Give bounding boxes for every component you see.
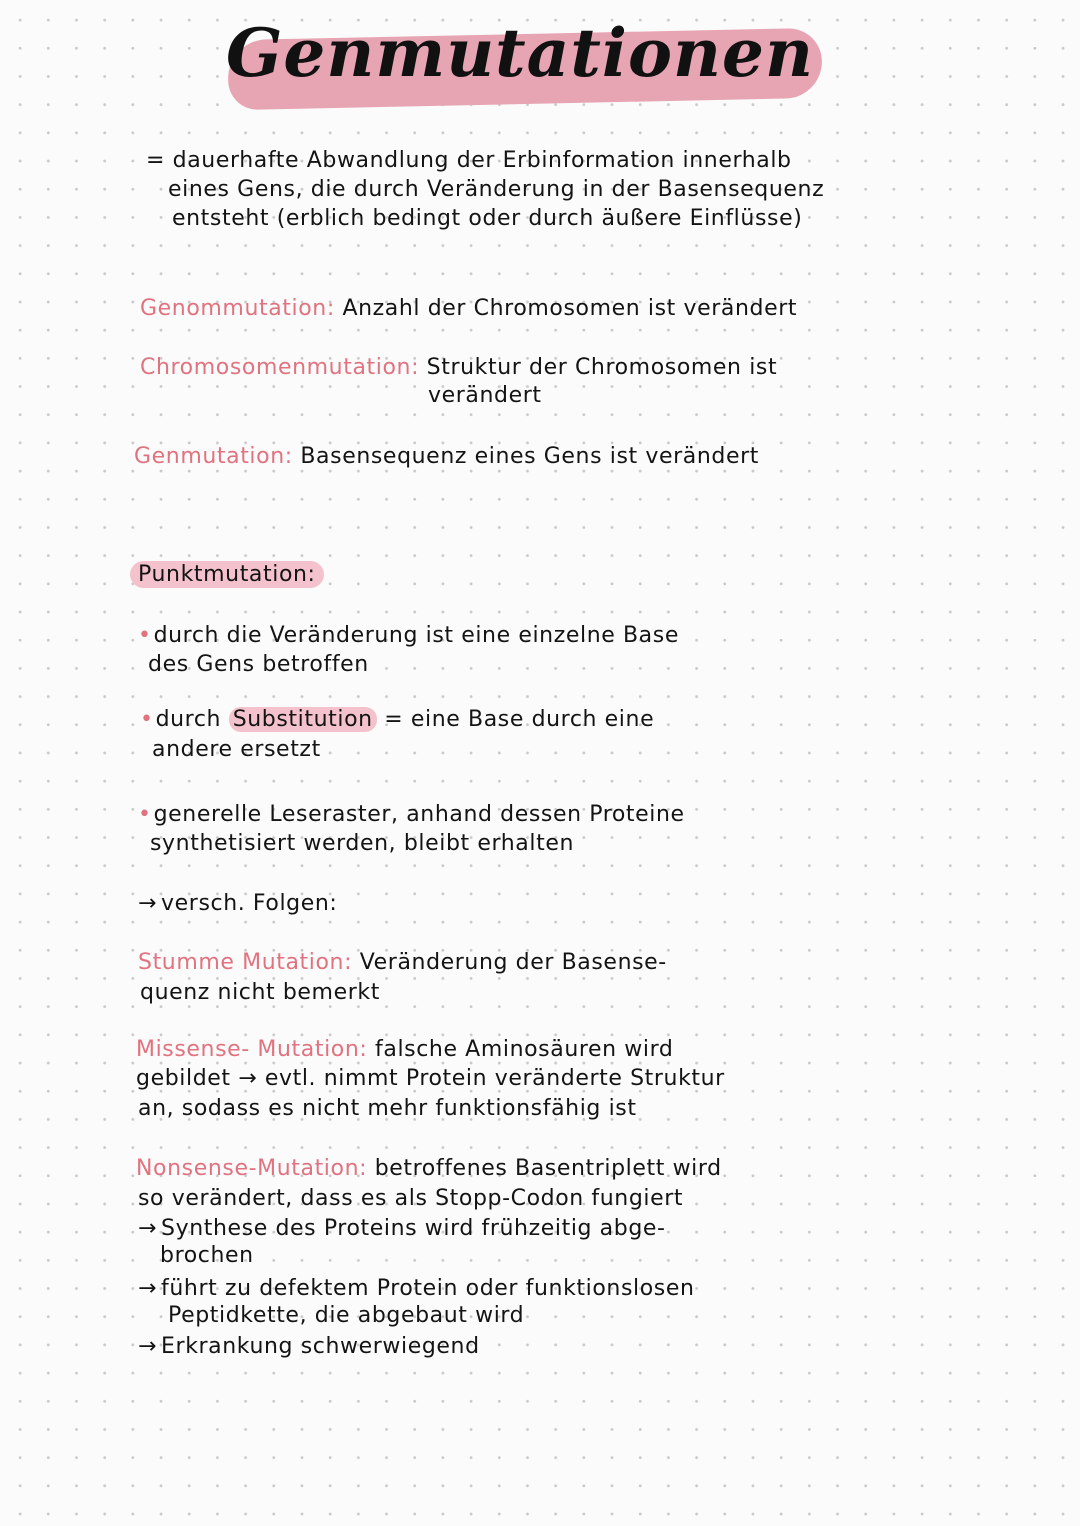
arrow-icon: → <box>138 1216 158 1241</box>
missense-desc: falsche Aminosäuren wird <box>367 1037 674 1062</box>
term-stumme: Stumme Mutation: <box>138 950 353 975</box>
desc-chromosomenmutation-cont: verändert <box>428 383 542 408</box>
nonsense-synthese: Synthese des Proteins wird frühzeitig abge- <box>161 1216 666 1241</box>
nonsense-line-7 <box>138 1332 480 1361</box>
term-genommutation: Genommutation: <box>140 296 335 321</box>
bullet-3-line-1 <box>138 800 685 829</box>
bullet-3-line-2: synthetisiert werden, bleibt erhalten <box>150 831 575 856</box>
desc-genmutation: Basensequenz eines Gens ist verändert <box>292 444 759 469</box>
punktmutation-heading-wrap <box>130 560 324 589</box>
punktmutation-heading: Punktmutation: <box>130 561 324 588</box>
arrow-icon: → <box>138 1334 158 1359</box>
desc-genommutation: Anzahl der Chromosomen ist verändert <box>334 296 798 321</box>
term-genmutation: Genmutation: <box>134 444 293 469</box>
definition-line-2: eines Gens, die durch Veränderung in der Basensequenz <box>168 177 825 202</box>
term-nonsense: Nonsense-Mutation: <box>136 1156 368 1181</box>
nonsense-desc: betroffenes Basentriplett wird <box>367 1156 722 1181</box>
nonsense-defekt: führt zu defektem Protein oder funktionslosen <box>161 1276 695 1301</box>
bullet-3-text: generelle Leseraster, anhand dessen Proteine <box>153 802 685 827</box>
arrow-icon: → <box>138 891 158 916</box>
folgen-line <box>138 889 337 918</box>
missense-line-3: an, sodass es nicht mehr funktionsfähig ist <box>138 1096 637 1121</box>
bullet-1-text: durch die Veränderung ist eine einzelne Base <box>153 623 679 648</box>
type-genmutation <box>134 442 759 471</box>
nonsense-line-3 <box>138 1214 666 1243</box>
definition-line-3: entsteht (erblich bedingt oder durch äußere Einflüsse) <box>172 206 803 231</box>
nonsense-line-4: brochen <box>160 1243 254 1268</box>
nonsense-erkrankung: Erkrankung schwerwiegend <box>161 1334 480 1359</box>
nonsense-line-2: so verändert, dass es als Stopp-Codon fungiert <box>138 1186 684 1211</box>
desc-chromosomenmutation: Struktur der Chromosomen ist <box>419 355 778 380</box>
folgen-text: versch. Folgen: <box>161 891 338 916</box>
bullet-2-line-1 <box>140 705 654 734</box>
bullet-1-line-2: des Gens betroffen <box>148 652 369 677</box>
missense-line-1 <box>136 1035 673 1064</box>
nonsense-line-5 <box>138 1274 695 1303</box>
nonsense-line-6: Peptidkette, die abgebaut wird <box>168 1303 525 1328</box>
term-missense: Missense- Mutation: <box>136 1037 368 1062</box>
bullet-2-line-2: andere ersetzt <box>152 737 321 762</box>
title-block <box>210 10 830 120</box>
type-chromosomenmutation <box>140 353 777 382</box>
bullet-dot: • <box>138 802 152 827</box>
bullet-dot: • <box>140 707 154 732</box>
stumme-desc: Veränderung der Basense- <box>352 950 667 975</box>
substitution-term: Substitution <box>229 707 377 732</box>
bullet-1-line-1 <box>138 621 679 650</box>
type-genommutation <box>140 294 797 323</box>
page-title: Genmutationen <box>226 14 814 92</box>
definition-line-1: = dauerhafte Abwandlung der Erbinformation innerhalb <box>146 148 792 173</box>
nonsense-line-1 <box>136 1154 722 1183</box>
stumme-line-2: quenz nicht bemerkt <box>140 980 380 1005</box>
bullet-dot: • <box>138 623 152 648</box>
bullet-2-pre: durch <box>155 707 229 732</box>
missense-line-2: gebildet → evtl. nimmt Protein veränderte Struktur <box>136 1066 725 1091</box>
bullet-2-post: = eine Base durch eine <box>376 707 655 732</box>
stumme-line-1 <box>138 948 667 977</box>
arrow-icon: → <box>138 1276 158 1301</box>
term-chromosomenmutation: Chromosomenmutation: <box>140 355 420 380</box>
